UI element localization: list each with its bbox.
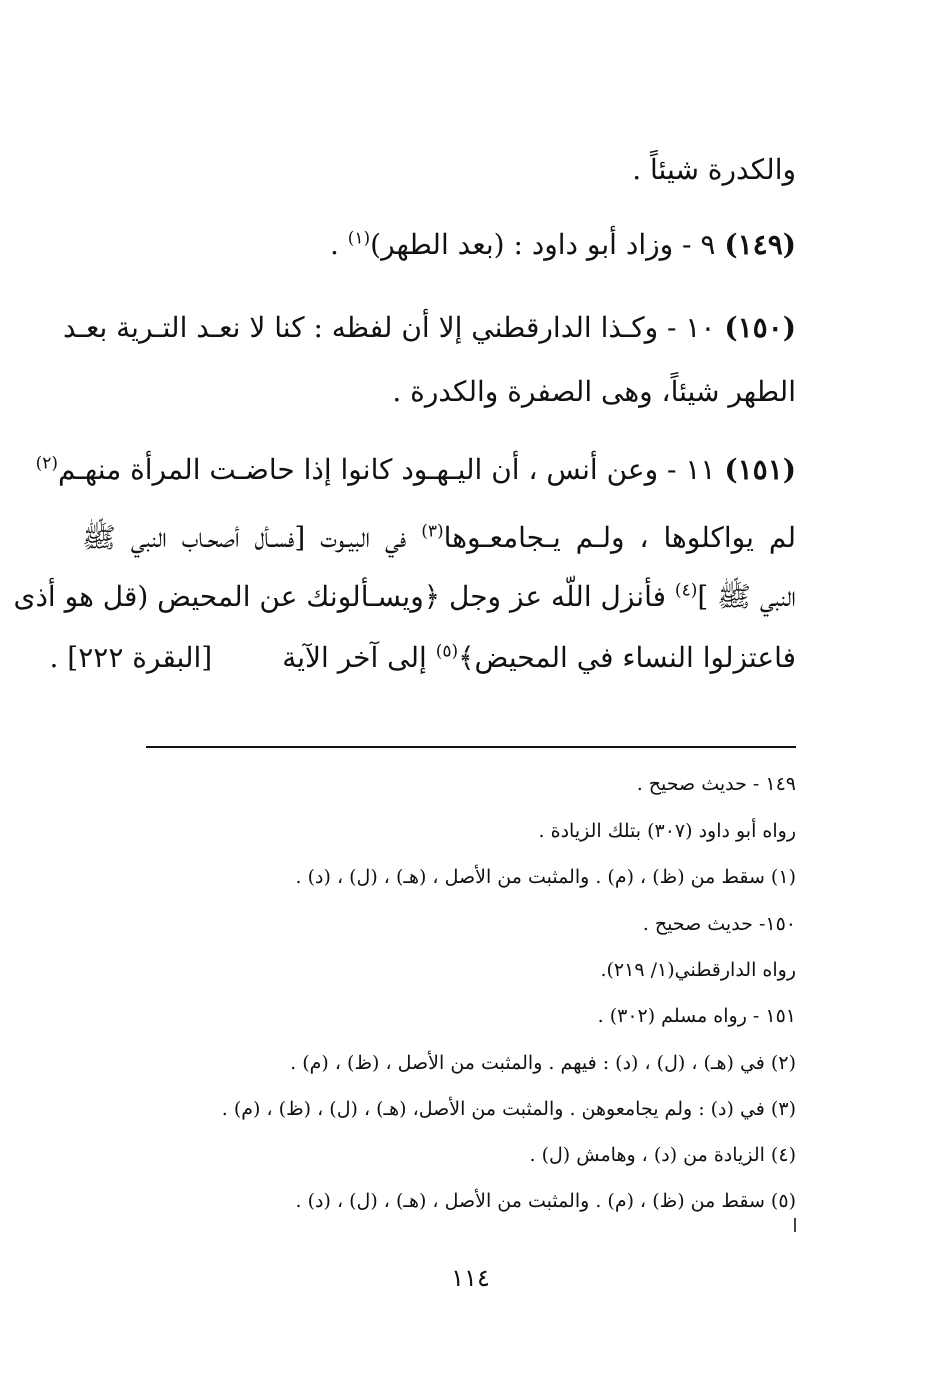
margin-mark — [794, 1218, 796, 1232]
hadith-151-line-2 — [82, 518, 796, 558]
footnote-ref: (٥) — [435, 641, 459, 662]
footnote-line: رواه الدارقطني(١/ ٢١٩). — [600, 959, 796, 981]
hadith-text: فاعتزلوا النساء في المحيض﴾ — [458, 641, 796, 674]
footnote-separator — [146, 746, 796, 748]
footnote-line: ١٥٠- حديث صحيح . — [642, 913, 796, 935]
hadith-number: (١٥١) — [724, 453, 796, 486]
hadith-text: لم يواكلوها ، ولـم يـجامعـوها — [443, 521, 796, 554]
hadith-text: النبي ﷺ ] — [697, 580, 796, 613]
footnote-ref: (٢) — [35, 453, 58, 474]
hadith-150-line-1 — [63, 308, 796, 348]
hadith-151-line-4 — [50, 638, 797, 678]
footnote-line: (٥) سقط من (ظ) ، (م) . والمثبت من الأصل ، (هـ) ، (ل) ، (د) . — [295, 1190, 796, 1212]
footnote-line: (٢) في (هـ) ، (ل) ، (د) : فيهم . والمثبت من الأصل ، (ظ) ، (م) . — [290, 1052, 796, 1074]
footnote-line: ١٥١ - رواه مسلم (٣٠٢) . — [597, 1005, 796, 1027]
footnote-line: (١) سقط من (ظ) ، (م) . والمثبت من الأصل ، (هـ) ، (ل) ، (د) . — [295, 866, 796, 888]
hadith-text: ١١ - وعن أنس ، أن اليـهـود كانوا إذا حاضـت المرأة منهـم — [58, 453, 716, 486]
hadith-text: فأنزل اللّه عز وجل ﴿ويسـألونك عن المحيض (قل هو أذى — [13, 580, 675, 613]
footnote-line: رواه أبو داود (٣٠٧) بتلك الزيادة . — [538, 820, 796, 842]
hadith-151-line-3 — [13, 577, 796, 617]
hadith-text: . — [329, 228, 348, 261]
hadith-text: ١٠ - وكـذا الدارقطني إلا أن لفظه : كنا لا نعـد التـرية بعـد — [63, 311, 716, 344]
page-number: ١١٤ — [451, 1264, 490, 1292]
line-continuation: والكدرة شيئاً . — [632, 153, 796, 186]
quran-reference: [البقرة ٢٢٢] . — [49, 641, 213, 674]
hadith-151-line-1 — [35, 450, 796, 490]
hadith-150-line-2: الطهر شيئاً، وهى الصفرة والكدرة . — [392, 375, 796, 408]
hadith-149 — [330, 225, 796, 265]
footnote-line: (٣) في (د) : ولم يجامعوهن . والمثبت من الأصل، (هـ) ، (ل) ، (ظ) ، (م) . — [221, 1098, 796, 1120]
hadith-text: في البيـوت [فسـأل أصحـاب النبي ﷺ — [82, 521, 422, 554]
footnote-line: (٤) الزيادة من (د) ، وهامش (ل) . — [529, 1144, 796, 1166]
hadith-text: إلى آخر الآية — [282, 641, 436, 674]
hadith-number: (١٤٩) — [724, 228, 796, 261]
hadith-number: (١٥٠) — [724, 311, 796, 344]
hadith-text: ٩ - وزاد أبو داود : (بعد الطهر) — [370, 228, 716, 261]
footnote-ref: (٣) — [421, 521, 444, 542]
footnote-line: ١٤٩ - حديث صحيح . — [636, 773, 796, 795]
footnote-ref: (١) — [347, 228, 371, 249]
footnote-ref: (٤) — [674, 580, 698, 601]
